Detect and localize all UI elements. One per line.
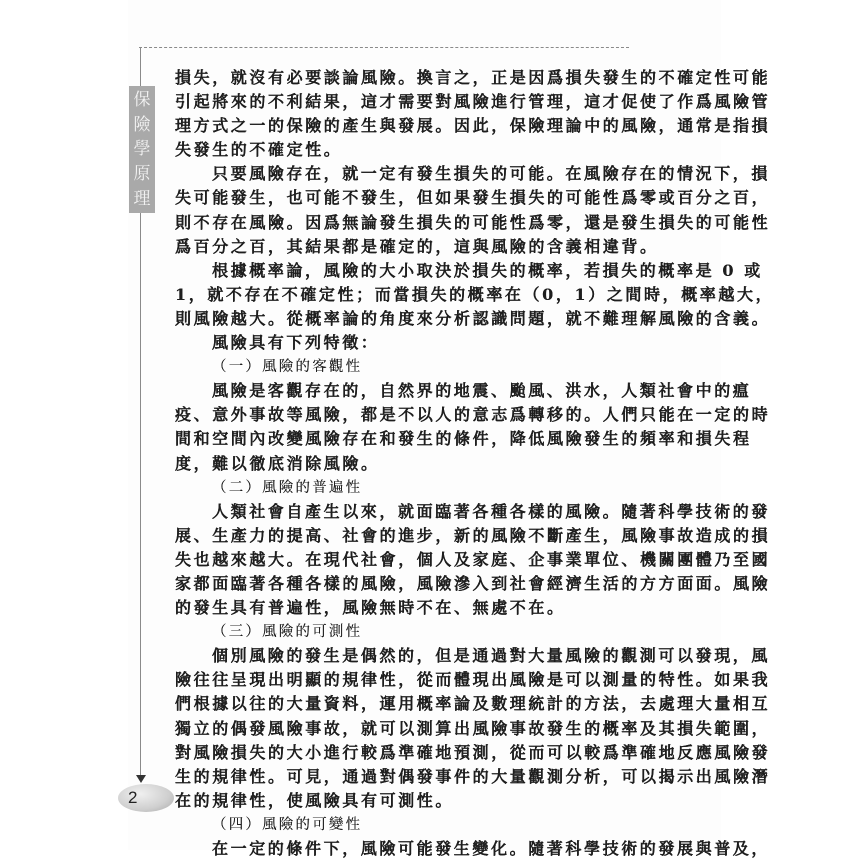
paragraph-line: 生的規律性。可見，通過對偶發事件的大量觀測分析，可以揭示出風險潛 — [175, 766, 771, 786]
page-number: 2 — [128, 788, 138, 807]
section-heading: （一）風險的客觀性 — [212, 359, 363, 376]
paragraph-line: 損失，就沒有必要談論風險。換言之，正是因爲損失發生的不確定性可能 — [175, 68, 771, 87]
side-tab-char: 學 — [133, 139, 151, 160]
paragraph-line: 在一定的條件下，風險可能發生變化。隨著科學技術的發展與普及， — [212, 839, 771, 858]
section-heading: （三）風險的可測性 — [212, 624, 363, 641]
paragraph-line: 只要風險存在，就一定有發生損失的可能。在風險存在的情況下，損 — [212, 164, 771, 184]
page-number-badge — [118, 784, 174, 812]
paragraph-line: 對風險損失的大小進行較爲準確地預測，從而可以較爲準確地反應風險發 — [175, 742, 771, 762]
side-tab-char: 險 — [133, 114, 151, 135]
paragraph-line: 的發生具有普遍性，風險無時不在、無處不在。 — [175, 598, 566, 618]
paragraph-line: 根據概率論，風險的大小取決於損失的概率，若損失的概率是 0 或 — [212, 260, 763, 280]
paragraph-line: 間和空間內改變風險存在和發生的條件，降低風險發生的頻率和損失程 — [175, 429, 752, 449]
chapter-side-tab — [129, 86, 155, 213]
header-dashed-rule — [139, 47, 629, 48]
paragraph-line: 獨立的偶發風險事故，就可以測算出風險事故發生的概率及其損失範圍， — [175, 718, 771, 738]
paragraph-line: 在的規律性，使風險具有可測性。 — [175, 790, 455, 810]
side-tab-char: 保 — [133, 90, 151, 111]
paragraph-line: 人類社會自產生以來，就面臨著各種各樣的風險。隨著科學技術的發 — [212, 501, 771, 521]
paragraph-line: 則風險越大。從概率論的角度來分析認識問題，就不難理解風險的含義。 — [175, 308, 771, 328]
paragraph-line: 失也越來越大。在現代社會，個人及家庭、企事業單位、機關團體乃至國 — [175, 549, 771, 569]
paragraph-line: 們根據以往的大量資料，運用概率論及數理統計的方法，去處理大量相互 — [175, 694, 771, 714]
paragraph-line: 引起將來的不利結果，這才需要對風險進行管理，這才促使了作爲風險管 — [175, 92, 771, 112]
section-heading: （四）風險的可變性 — [212, 816, 363, 833]
paragraph-line: 家都面臨著各種各樣的風險，風險滲入到社會經濟生活的方方面面。風險 — [175, 573, 771, 593]
section-heading: （二）風險的普遍性 — [212, 479, 363, 496]
arrow-down-icon — [136, 775, 146, 783]
paragraph-line: 失可能發生，也可能不發生，但如果發生損失的可能性爲零或百分之百， — [175, 188, 771, 208]
side-tab-char: 理 — [133, 188, 151, 209]
body-text — [175, 66, 775, 861]
paragraph-line: 失發生的不確定性。 — [175, 140, 343, 160]
paragraph-line: 1，就不存在不確定性；而當損失的概率在（0，1）之間時，概率越大， — [175, 284, 775, 304]
paragraph-line: 度，難以徹底消除風險。 — [175, 453, 380, 473]
paragraph-line: 個別風險的發生是偶然的，但是通過對大量風險的觀測可以發現，風 — [212, 646, 771, 666]
side-tab-char: 原 — [133, 164, 151, 185]
paragraph-line: 理方式之一的保險的產生與發展。因此，保險理論中的風險，通常是指損 — [175, 116, 771, 136]
paragraph-line: 爲百分之百，其結果都是確定的，這與風險的含義相違背。 — [175, 236, 659, 256]
paragraph-line: 疫、意外事故等風險，都是不以人的意志爲轉移的。人們只能在一定的時 — [175, 405, 771, 425]
paragraph-line: 風險是客觀存在的，自然界的地震、颱風、洪水，人類社會中的瘟 — [212, 381, 752, 401]
paragraph-line: 展、生產力的提高、社會的進步，新的風險不斷產生，風險事故造成的損 — [175, 525, 771, 545]
margin-vertical-line-top — [140, 47, 141, 86]
paragraph-line: 則不存在風險。因爲無論發生損失的可能性爲零，還是發生損失的可能性 — [175, 212, 771, 232]
paragraph-line: 險往往呈現出明顯的規律性，從而體現出風險是可以測量的特性。如果我 — [175, 670, 771, 690]
paragraph-line: 風險具有下列特徵： — [212, 333, 380, 353]
margin-vertical-line — [140, 213, 141, 778]
